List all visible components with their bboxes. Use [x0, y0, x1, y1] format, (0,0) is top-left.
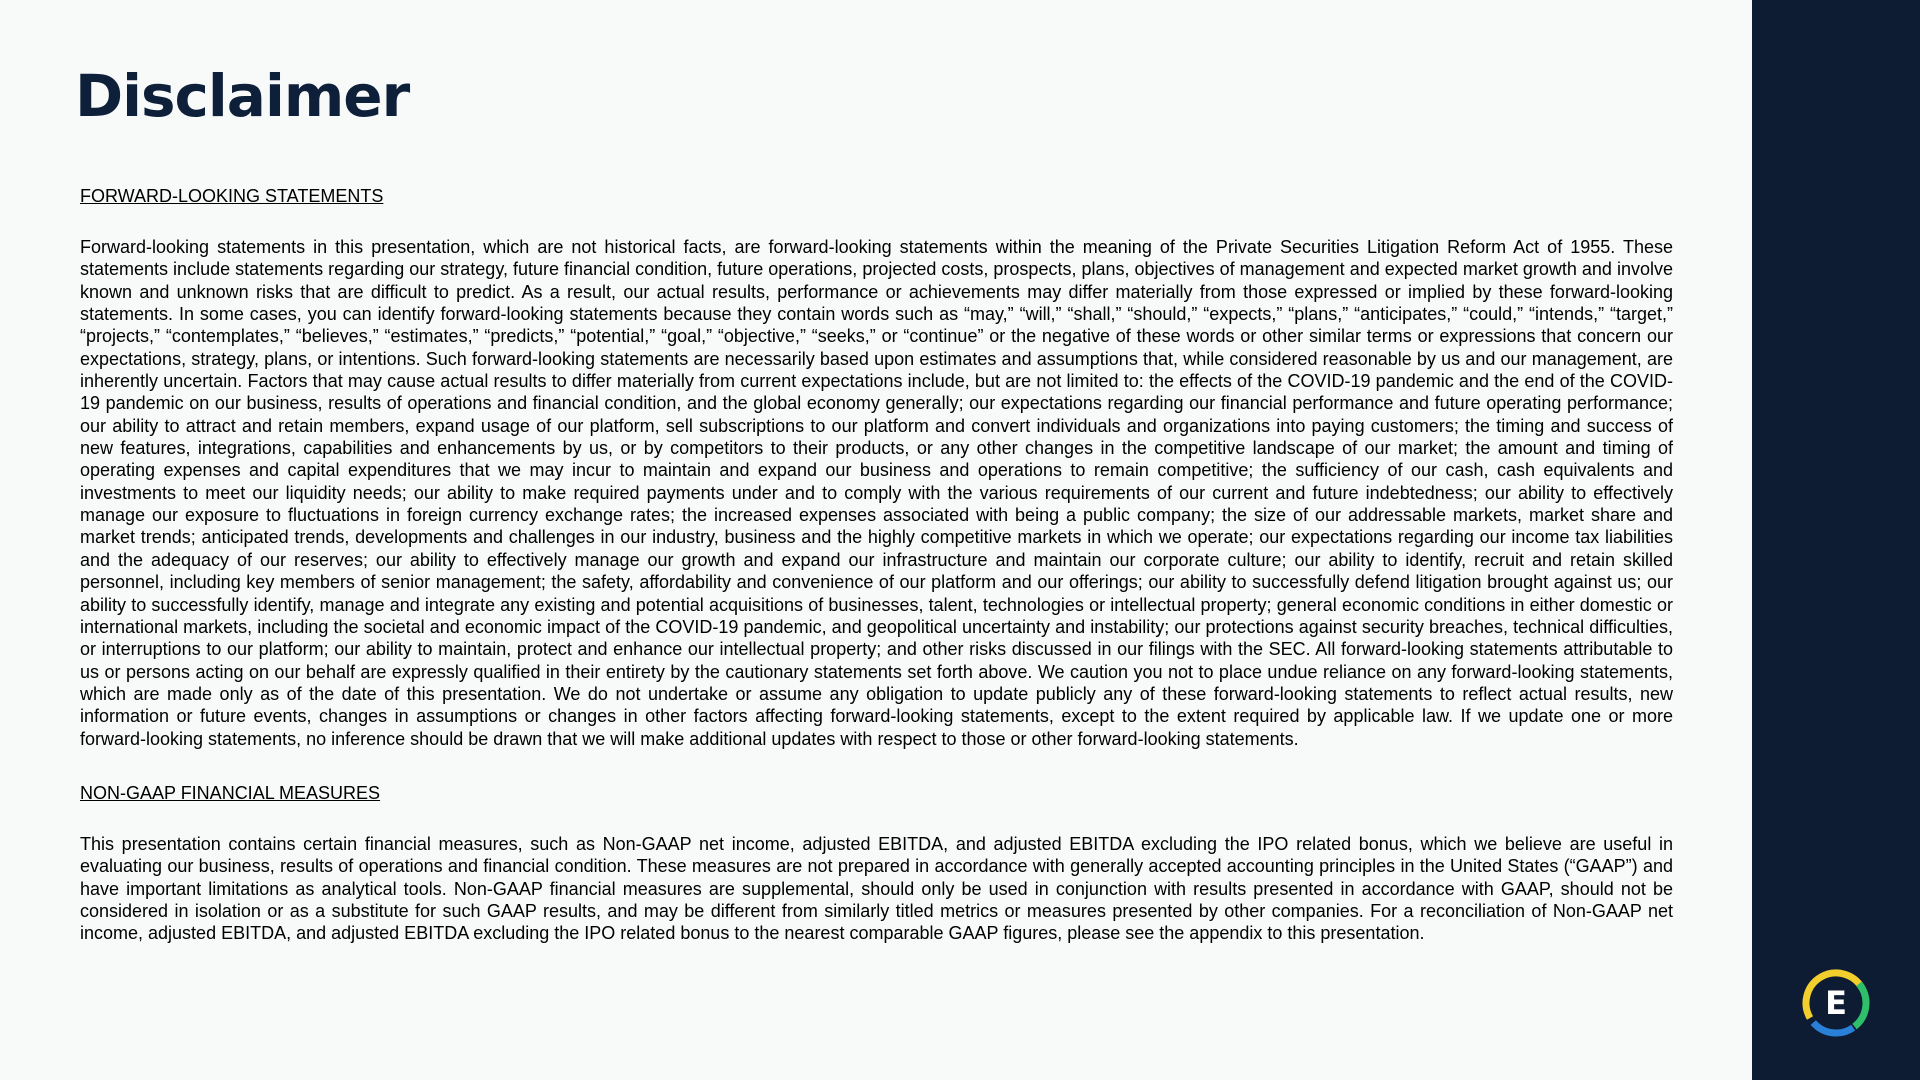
- non-gaap-heading: NON-GAAP FINANCIAL MEASURES: [80, 782, 381, 803]
- forward-looking-heading: FORWARD-LOOKING STATEMENTS: [80, 186, 384, 206]
- right-sidebar: [1752, 0, 1920, 1080]
- logo-letter: E: [1825, 984, 1847, 1022]
- page-title: Disclaimer: [75, 62, 410, 130]
- brand-logo-icon: [1800, 967, 1872, 1039]
- disclaimer-content: [80, 184, 1673, 945]
- forward-looking-paragraph: Forward-looking statements in this presentation, which are not historical facts, are forward-looking statements within the meaning of the Private Securities Litigation Reform Act of 1955. These statements include statements regarding our strategy, future financial condition, future operations, projected costs, prospects, plans, objectives of management and expected market growth and involve known and unknown risks that are difficult to predict. As a result, our actual results, performance or achievements may differ materially from those expressed or implied by these forward-looking statements. In some cases, you can identify forward-looking statements because they contain words such as “may,” “will,” “shall,” “should,” “expects,” “plans,” “anticipates,” “could,” “intends,” “target,” “projects,” “contemplates,” “believes,” “estimates,” “predicts,” “potential,” “goal,” “objective,” “seeks,” or “continue” or the negative of these words or other similar terms or expressions that concern our expectations, strategy, plans, or intentions. Such forward-looking statements are necessarily based upon estimates and assumptions that, while considered reasonable by us and our management, are inherently uncertain. Factors that may cause actual results to differ materially from current expectations include, but are not limited to: the effects of the COVID-19 pandemic and the end of the COVID-19 pandemic on our business, results of operations and financial condition, and the global economy generally; our expectations regarding our financial performance and future operating performance; our ability to attract and retain members, expand usage of our platform, sell subscriptions to our platform and convert individuals and organizations into paying customers; the timing and success of new features, integrations, capabilities and enhancements by us, or by competitors to their products, or any other changes in the competitive landscape of our market; the amount and timing of operating expenses and capital expenditures that we may incur to maintain and expand our business and operations to remain competitive; the sufficiency of our cash, cash equivalents and investments to meet our liquidity needs; our ability to make required payments under and to comply with the various requirements of our current and future indebtedness; our ability to effectively manage our exposure to fluctuations in foreign currency exchange rates; the increased expenses associated with being a public company; the size of our addressable markets, market share and market trends; anticipated trends, developments and challenges in our industry, business and the highly competitive markets in which we operate; our expectations regarding our income tax liabilities and the adequacy of our reserves; our ability to effectively manage our growth and expand our infrastructure and maintain our corporate culture; our ability to identify, recruit and retain skilled personnel, including key members of senior management; the safety, affordability and convenience of our platform and our offerings; our ability to successfully defend litigation brought against us; our ability to successfully identify, manage and integrate any existing and potential acquisitions of businesses, talent, technologies or intellectual property; general economic conditions in either domestic or international markets, including the societal and economic impact of the COVID-19 pandemic, and geopolitical uncertainty and instability; our protections against security breaches, technical difficulties, or interruptions to our platform; our ability to maintain, protect and enhance our intellectual property; and other risks discussed in our filings with the SEC. All forward-looking statements attributable to us or persons acting on our behalf are expressly qualified in their entirety by the cautionary statements set forth above. We caution you not to place undue reliance on any forward-looking statements, which are made only as of the date of this presentation. We do not undertake or assume any obligation to update publicly any of these forward-looking statements to reflect actual results, new information or future events, changes in assumptions or changes in other factors affecting forward-looking statements, except to the extent required by applicable law. If we update one or more forward-looking statements, no inference should be drawn that we will make additional updates with respect to those or other forward-looking statements.: [80, 237, 1673, 749]
- non-gaap-paragraph: This presentation contains certain financial measures, such as Non-GAAP net income, adjusted EBITDA, and adjusted EBITDA excluding the IPO related bonus, which we believe are useful in evaluating our business, results of operations and financial condition. These measures are not prepared in accordance with generally accepted accounting principles in the United States (“GAAP”) and have important limitations as analytical tools. Non-GAAP financial measures are supplemental, should only be used in conjunction with results presented in accordance with GAAP, should not be considered in isolation or as a substitute for such GAAP results, and may be different from similarly titled metrics or measures presented by other companies. For a reconciliation of Non-GAAP net income, adjusted EBITDA, and adjusted EBITDA excluding the IPO related bonus to the nearest comparable GAAP figures, please see the appendix to this presentation.: [80, 833, 1673, 944]
